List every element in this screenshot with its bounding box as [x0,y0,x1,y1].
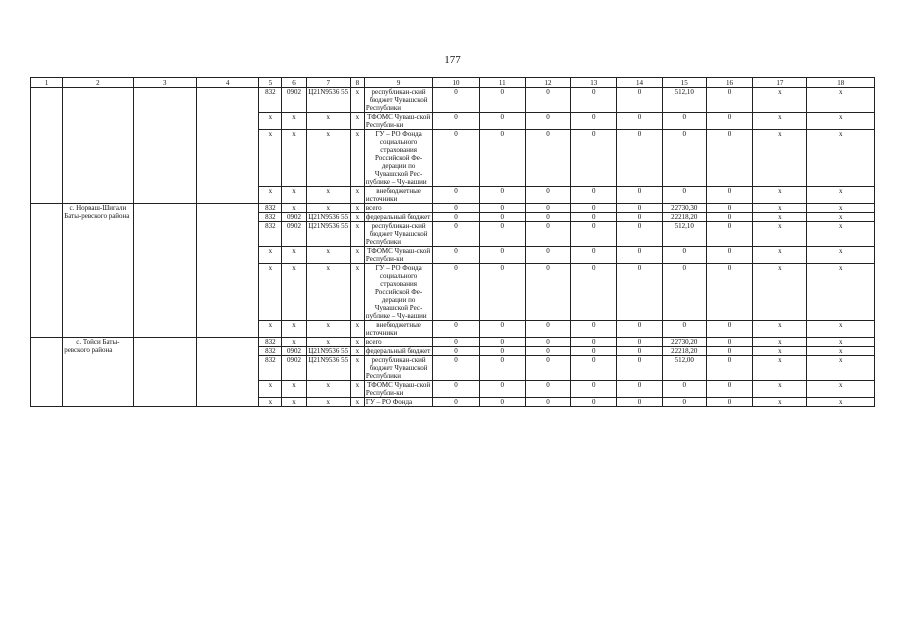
table-cell: 0 [571,204,617,213]
table-cell: х [753,398,807,407]
table-cell: х [259,130,282,187]
table-cell: 0 [662,398,706,407]
header-cell: 9 [364,78,432,88]
table-cell: х [350,88,364,113]
table-cell: 0 [617,247,662,264]
table-cell: х [282,204,306,213]
table-cell: х [350,247,364,264]
table-cell: х [282,247,306,264]
table-cell: х [807,398,875,407]
cell-col4 [196,338,258,407]
table-cell: 0 [525,204,570,213]
table-cell: 0 [706,130,752,187]
table-cell: 0 [479,347,525,356]
table-cell: 0 [662,130,706,187]
table-cell: 0 [706,113,752,130]
table-row [31,88,875,113]
table-cell: 0 [433,204,479,213]
table-cell: 0 [617,130,662,187]
table-cell: х [807,222,875,247]
table-cell: 832 [259,338,282,347]
table-cell: Ц21N9536 55 [306,347,350,356]
table-cell: х [306,187,350,204]
table-cell: 832 [259,204,282,213]
table-cell: 0 [525,264,570,321]
table-cell: 0 [706,264,752,321]
header-row [31,78,875,88]
table-cell: 0 [479,264,525,321]
cell-col1 [31,88,63,204]
table-cell: х [807,356,875,381]
header-cell: 4 [196,78,258,88]
cell-col3 [133,338,196,407]
header-cell: 16 [706,78,752,88]
table-cell: х [753,88,807,113]
table-cell: федеральный бюджет [364,347,432,356]
table-cell: 0 [433,381,479,398]
table-cell: 0902 [282,213,306,222]
table-cell: х [350,222,364,247]
table-cell: х [753,204,807,213]
table-cell: Ц21N9536 55 [306,88,350,113]
table-cell: х [753,247,807,264]
table-cell: 0 [706,222,752,247]
table-cell: 0 [617,398,662,407]
table-cell: 0 [617,222,662,247]
table-cell: 0 [479,222,525,247]
table-cell: 832 [259,213,282,222]
table-cell: х [753,381,807,398]
budget-table [30,77,875,407]
page-number: 177 [444,54,461,66]
table-cell: 0902 [282,222,306,247]
table-cell: х [350,187,364,204]
table-cell: ГУ – РО Фонда социального страхования Российской Фе-дерации по Чувашской Рес-публике – Чу-вашии [364,130,432,187]
table-cell: 0 [617,88,662,113]
table-cell: х [807,88,875,113]
table-cell: 22730,20 [662,338,706,347]
header-cell: 10 [433,78,479,88]
table-cell: 0 [662,113,706,130]
table-cell: ГУ – РО Фонда [364,398,432,407]
table-cell: 0 [571,113,617,130]
table-cell: 832 [259,356,282,381]
table-cell: ГУ – РО Фонда социального страхования Российской Фе-дерации по Чувашской Рес-публике – Чу-вашии [364,264,432,321]
table-cell: х [259,113,282,130]
table-cell: 0 [479,113,525,130]
table-cell: 0 [706,381,752,398]
header-cell: 15 [662,78,706,88]
cell-object-name: с. Тойси Баты-ревского района [63,338,133,407]
table-cell: 0 [617,338,662,347]
table-cell: 0 [706,356,752,381]
header-cell: 1 [31,78,63,88]
table-cell: 0 [617,356,662,381]
table-cell: 0 [706,347,752,356]
table-cell: х [259,398,282,407]
table-cell: х [350,213,364,222]
table-cell: внебюджетные источники [364,187,432,204]
table-cell: 0 [433,356,479,381]
table-cell: х [306,247,350,264]
header-cell: 14 [617,78,662,88]
table-cell: х [350,381,364,398]
table-cell: 0 [706,204,752,213]
table-cell: 0 [617,321,662,338]
table-cell: республикан-ский бюджет Чувашской Республики [364,356,432,381]
table-cell: 0 [433,222,479,247]
table-row [31,338,875,347]
table-cell: 512,00 [662,356,706,381]
table-cell: 0 [525,347,570,356]
table-cell: 0902 [282,88,306,113]
table-cell: х [753,187,807,204]
table-cell: 0 [479,213,525,222]
table-cell: 0 [433,88,479,113]
table-cell: 0 [479,204,525,213]
table-cell: 22218,20 [662,213,706,222]
table-cell: х [306,398,350,407]
table-cell: х [753,113,807,130]
header-cell: 18 [807,78,875,88]
table-cell: х [807,381,875,398]
table-cell: 832 [259,222,282,247]
table-cell: 0 [617,187,662,204]
table-cell: х [282,338,306,347]
table-cell: 0 [662,321,706,338]
table-cell: 512,10 [662,222,706,247]
table-cell: 0 [525,222,570,247]
table-cell: республикан-ский бюджет Чувашской Республики [364,222,432,247]
table-cell: внебюджетные источники [364,321,432,338]
table-cell: 0 [662,247,706,264]
table-cell: 0 [525,247,570,264]
table-cell: х [259,321,282,338]
table-cell: 0 [571,321,617,338]
cell-object-name: с. Норваш-Шигали Баты-ревского района [63,204,133,338]
table-cell: х [350,113,364,130]
table-cell: ТФОМС Чуваш-ской Республи-ки [364,247,432,264]
header-cell: 8 [350,78,364,88]
table-cell: 0 [525,356,570,381]
table-cell: х [350,338,364,347]
table-cell: 0 [571,222,617,247]
table-cell: 832 [259,88,282,113]
table-cell: х [306,204,350,213]
table-cell: х [259,381,282,398]
table-cell: х [753,130,807,187]
table-cell: 0 [479,381,525,398]
table-cell: 22218,20 [662,347,706,356]
table-cell: Ц21N9536 55 [306,213,350,222]
table-cell: 0 [433,398,479,407]
table-cell: 0 [706,398,752,407]
table-cell: 0 [525,338,570,347]
table-cell: 0 [433,113,479,130]
table-cell: х [306,113,350,130]
table-cell: 0 [706,213,752,222]
table-cell: 0 [617,213,662,222]
header-cell: 12 [525,78,570,88]
table-cell: 0 [479,398,525,407]
table-cell: Ц21N9536 55 [306,356,350,381]
table-cell: 0 [571,187,617,204]
table-cell: х [807,113,875,130]
table-cell: 0 [617,264,662,321]
table-cell: х [753,338,807,347]
table-cell: 0 [662,264,706,321]
table-cell: 0 [571,347,617,356]
table-cell: всего [364,338,432,347]
table-cell: х [306,130,350,187]
table-cell: х [350,264,364,321]
table-cell: республикан-ский бюджет Чувашской Республики [364,88,432,113]
header-cell: 11 [479,78,525,88]
table-cell: 0 [433,130,479,187]
table-cell: х [282,187,306,204]
table-cell: х [350,398,364,407]
table-cell: х [282,130,306,187]
table-cell: 0 [617,113,662,130]
table-cell: х [807,213,875,222]
table-cell: х [306,264,350,321]
table-cell: 22730,30 [662,204,706,213]
table-cell: 0 [706,187,752,204]
table-cell: 0 [571,381,617,398]
cell-col4 [196,204,258,338]
header-cell: 2 [63,78,133,88]
table-cell: 0 [571,247,617,264]
table-cell: 0 [706,247,752,264]
table-cell: 0 [571,264,617,321]
table-cell: х [807,338,875,347]
table-cell: х [753,356,807,381]
table-cell: х [753,321,807,338]
table-cell: 0 [479,321,525,338]
table-cell: х [807,130,875,187]
table-cell: х [350,356,364,381]
table-cell: х [807,247,875,264]
table-cell: 0 [571,338,617,347]
table-cell: х [259,187,282,204]
cell-object-name [63,88,133,204]
table-cell: 0 [525,381,570,398]
table-cell: 0 [525,213,570,222]
table-cell: 0902 [282,347,306,356]
table-cell: 0 [433,321,479,338]
header-cell: 17 [753,78,807,88]
header-cell: 3 [133,78,196,88]
cell-col4 [196,88,258,204]
table-body [31,78,875,407]
table-cell: 0 [525,321,570,338]
cell-col3 [133,204,196,338]
table-cell: 0 [617,204,662,213]
cell-col3 [133,88,196,204]
table-cell: х [306,381,350,398]
cell-col1 [31,204,63,338]
table-cell: 0 [479,88,525,113]
header-cell: 13 [571,78,617,88]
table-cell: 0 [479,356,525,381]
table-cell: х [350,204,364,213]
table-cell: х [282,321,306,338]
table-cell: 0902 [282,356,306,381]
table-cell: х [350,321,364,338]
table-cell: х [807,187,875,204]
table-cell: 0 [706,338,752,347]
table-cell: 0 [479,338,525,347]
table-cell: х [282,398,306,407]
table-cell: 0 [571,213,617,222]
table-row [31,204,875,213]
table-cell: х [282,113,306,130]
table-cell: 0 [571,398,617,407]
table-cell: ТФОМС Чуваш-ской Республи-ки [364,381,432,398]
table-cell: х [807,321,875,338]
table-cell: 0 [433,187,479,204]
table-cell: 0 [525,113,570,130]
table-cell: х [259,247,282,264]
table-cell: х [807,347,875,356]
table-cell: х [350,130,364,187]
table-cell: 0 [617,347,662,356]
table-cell: х [282,264,306,321]
table-cell: 0 [433,338,479,347]
header-cell: 6 [282,78,306,88]
header-cell: 7 [306,78,350,88]
table-cell: 832 [259,347,282,356]
table-cell: 0 [662,381,706,398]
table-cell: х [282,381,306,398]
table-cell: х [753,213,807,222]
table-cell: федеральный бюджет [364,213,432,222]
table-cell: х [753,264,807,321]
table-cell: х [259,264,282,321]
table-cell: 0 [706,88,752,113]
table-cell: х [306,321,350,338]
table-cell: 0 [525,398,570,407]
table-cell: 0 [479,247,525,264]
table-cell: х [807,264,875,321]
table-cell: 0 [706,321,752,338]
table-cell: 0 [525,130,570,187]
table-cell: 0 [525,88,570,113]
table-cell: х [807,204,875,213]
table-cell: х [753,347,807,356]
table-cell: 0 [571,130,617,187]
table-cell: 0 [433,213,479,222]
table-cell: 0 [617,381,662,398]
table-cell: 0 [433,264,479,321]
table-cell: х [350,347,364,356]
table-cell: 0 [571,88,617,113]
table-cell: 0 [525,187,570,204]
header-cell: 5 [259,78,282,88]
table-cell: 0 [571,356,617,381]
table-cell: 0 [433,247,479,264]
table-cell: всего [364,204,432,213]
table-cell: 0 [433,347,479,356]
table-cell: х [306,338,350,347]
table-cell: 512,10 [662,88,706,113]
table-cell: 0 [662,187,706,204]
table-cell: Ц21N9536 55 [306,222,350,247]
table-cell: 0 [479,187,525,204]
table-cell: х [753,222,807,247]
table-cell: ТФОМС Чуваш-ской Республи-ки [364,113,432,130]
cell-col1 [31,338,63,407]
table-cell: 0 [479,130,525,187]
